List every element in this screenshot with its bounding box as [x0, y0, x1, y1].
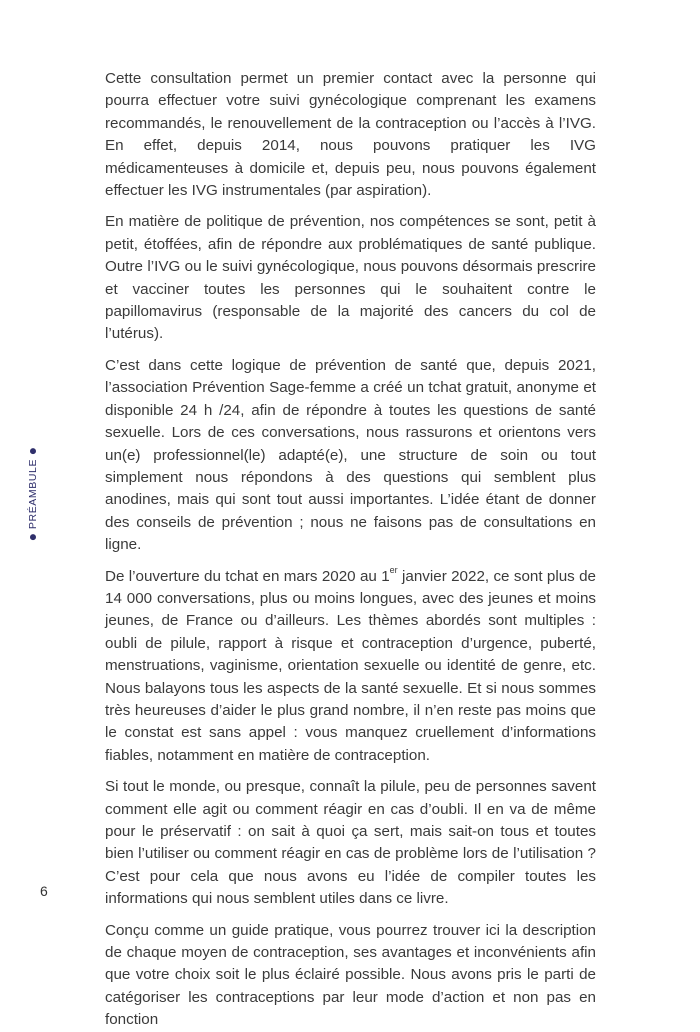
- paragraph-4-after: janvier 2022, ce sont plus de 14 000 conversations, plus ou moins longues, avec des jeunes et moins jeunes, de France ou d’ailleurs. Les thèmes abordés sont multiples : oubli de pilule, rapport à risque et contraception d’urgence, puberté, menstruations, vaginisme, orientation sexuelle ou identité de genre, etc. Nous balayons tous les aspects de la santé sexuelle. Et si nous sommes très heureuses d’aider le plus grand nombre, il n’en reste pas moins que le constat est sans appel : vous manquez cruellement d’informations fiables, notamment en matière de contraception.: [105, 567, 596, 764]
- paragraph-4: [105, 566, 596, 768]
- bullet-dot-icon: [30, 448, 36, 454]
- section-label-text: PRÉAMBULE: [27, 458, 39, 530]
- body-text: [105, 68, 596, 1032]
- paragraph-1: Cette consultation permet un premier contact avec la personne qui pourra effectuer votre suivi gynécologique comprenant les examens recommandés, le renouvellement de la contraception ou l’accès à l’IVG. En effet, depuis 2014, nous pouvons pratiquer les IVG médicamenteuses à domicile et, depuis peu, nous pouvons également effectuer les IVG instrumentales (par aspiration).: [105, 70, 596, 200]
- paragraph-2: En matière de politique de prévention, nos compétences se sont, petit à petit, étoffées, afin de répondre aux problématiques de santé publique. Outre l’IVG ou le suivi gynécologique, nous pouvons désormais prescrire et vacciner toutes les personnes qui le souhaitent contre le papillomavirus (responsable de la majorité des cancers du col de l’utérus).: [105, 213, 596, 343]
- paragraph-6: Conçu comme un guide pratique, vous pourrez trouver ici la description de chaque moyen de contraception, ses avantages et inconvénients afin que votre choix soit le plus éclairé possible. Nous avons pris le parti de catégoriser les contraceptions par leur mode d’action et non pas en fonction: [105, 921, 596, 1029]
- ordinal-superscript: er: [389, 565, 398, 576]
- paragraph-3: C’est dans cette logique de prévention de santé que, depuis 2021, l’association Prévention Sage-femme a créé un tchat gratuit, anonyme et disponible 24 h /24, afin de répondre à toutes les questions de santé sexuelle. Lors de ces conversations, nous rassurons et orientons vers un(e) professionnel(le) adapté(e), une structure de soin ou tout simplement nous répondons à des questions qui semblent plus anodines, mais qui sont tout aussi importantes. L’idée étant de donner des conseils de prévention ; nous ne faisons pas de consultations en ligne.: [105, 356, 596, 554]
- section-side-label: [26, 449, 40, 539]
- paragraph-5: Si tout le monde, ou presque, connaît la pilule, peu de personnes savent comment elle agit ou comment réagir en cas d’oubli. Il en va de même pour le préservatif : on sait à quoi ça sert, mais sait-on tous et toutes bien l’utiliser ou comment réagir en cas de problème lors de l’utilisation ? C’est pour cela que nous avons eu l’idée de compiler toutes les informations qui nous semblent utiles dans ce livre.: [105, 778, 596, 908]
- paragraph-4-before: De l’ouverture du tchat en mars 2020 au 1: [105, 567, 390, 585]
- page-number: 6: [40, 883, 48, 899]
- bullet-dot-icon: [30, 534, 36, 540]
